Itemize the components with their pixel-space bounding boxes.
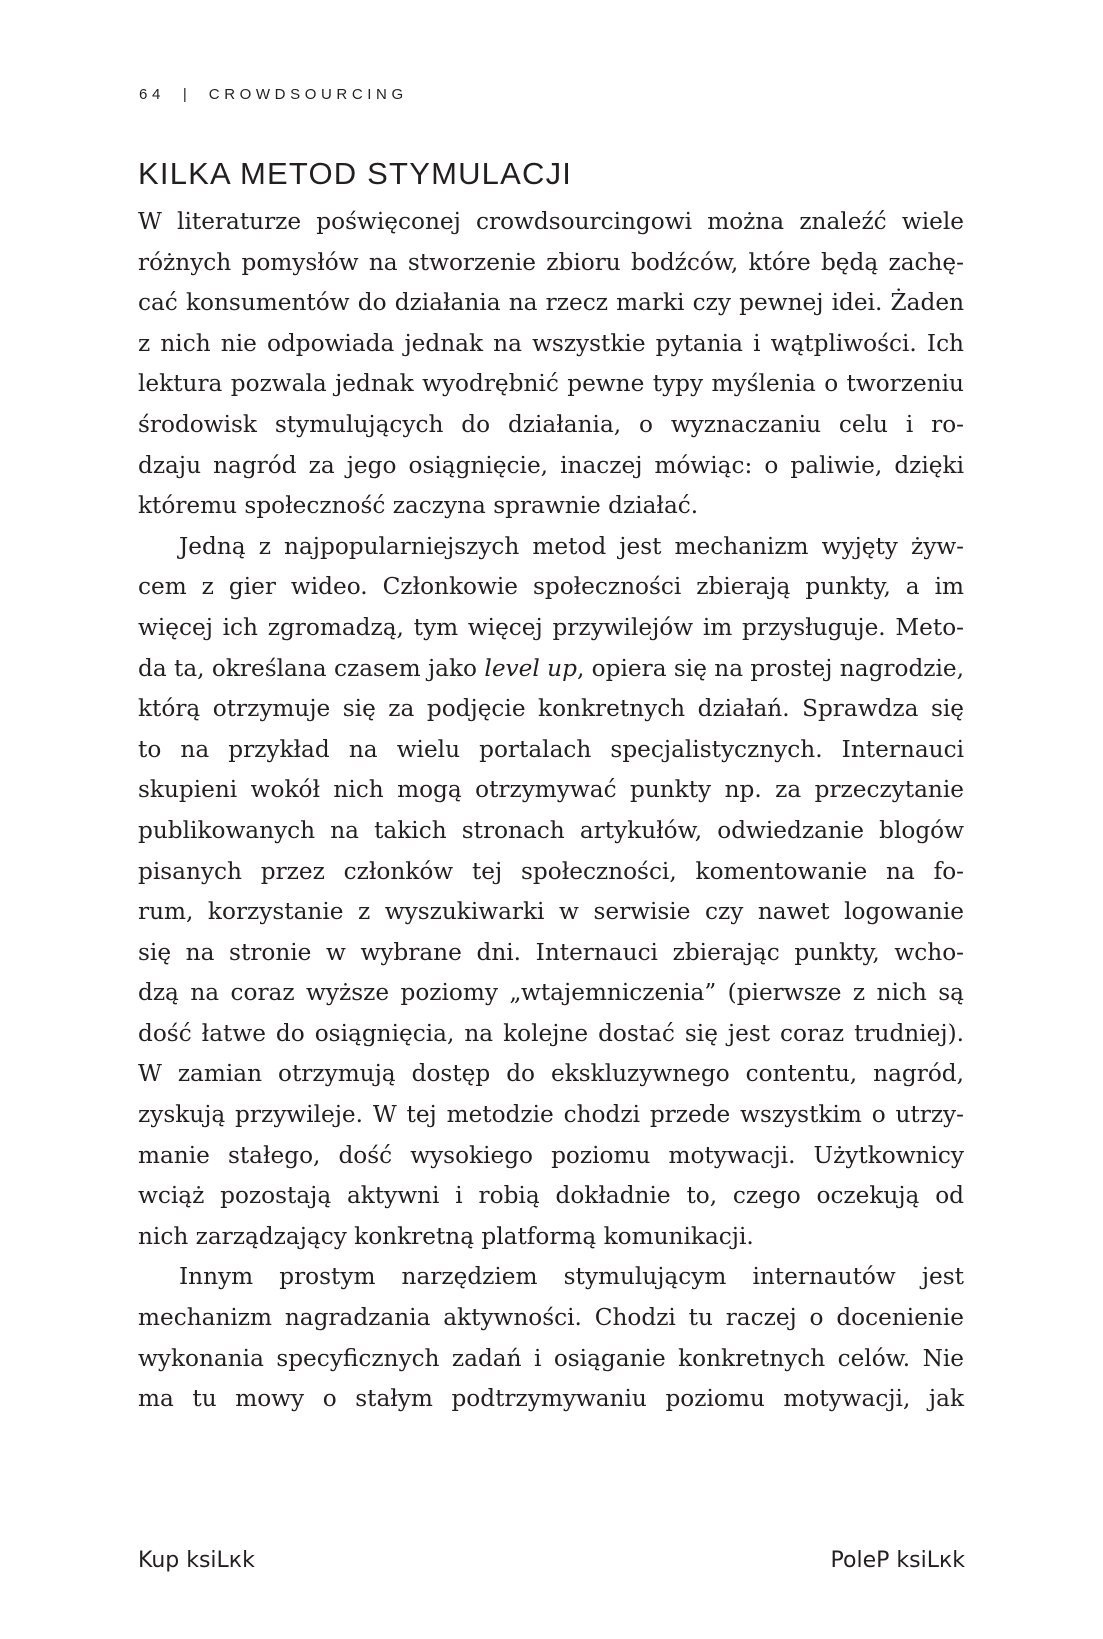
text-line: manie stałego, dość wysokiego poziomu motywacji. Użytkownicy	[138, 1141, 964, 1169]
italic-term: level up	[484, 654, 577, 682]
text-line: środowisk stymulujących do działania, o wyznaczaniu celu i ro-	[138, 410, 964, 438]
text-line: ma tu mowy o stałym podtrzymywaniu poziomu motywacji, jak	[138, 1385, 964, 1413]
text-line: skupieni wokół nich mogą otrzymywać punkty np. za przeczytanie	[138, 776, 964, 804]
paragraph-2	[138, 527, 964, 1258]
body-text	[138, 202, 964, 1420]
text-line: lektura pozwala jednak wyodrębnić pewne typy myślenia o tworzeniu	[138, 370, 964, 398]
text-run: , opiera się na prostej nagrodzie,	[576, 654, 965, 682]
header-separator: |	[182, 86, 187, 103]
text-line: różnych pomysłów na stworzenie zbioru bodźców, które będą zachę-	[138, 248, 964, 276]
text-line: którą otrzymuje się za podjęcie konkretnych działań. Sprawdza się	[138, 695, 964, 723]
text-line: się na stronie w wybrane dni. Internauci zbierając punkty, wcho-	[138, 938, 964, 966]
paragraph-1	[138, 202, 964, 527]
running-title: CROWDSOURCING	[208, 86, 408, 103]
text-line: dość łatwe do osiągnięcia, na kolejne dostać się jest coraz trudniej).	[138, 1019, 964, 1047]
text-line: publikowanych na takich stronach artykułów, odwiedzanie blogów	[138, 816, 964, 844]
running-head	[139, 86, 408, 103]
text-line: Jedną z najpopularniejszych metod jest mechanizm wyjęty żyw-	[179, 532, 964, 560]
page-number: 64	[139, 86, 165, 103]
text-line: cem z gier wideo. Członkowie społeczności zbierają punkty, a im	[138, 573, 964, 601]
text-line: dzaju nagród za jego osiągnięcie, inaczej mówiąc: o paliwie, dzięki	[138, 451, 964, 479]
footer-buy-book-link[interactable]: Kup ksiLкk	[138, 1548, 255, 1573]
text-line: zyskują przywileje. W tej metodzie chodzi przede wszystkim o utrzy-	[138, 1101, 964, 1129]
text-line: więcej ich zgromadzą, tym więcej przywilejów im przysługuje. Meto-	[138, 613, 964, 641]
text-line: nich zarządzający konkretną platformą komunikacji.	[138, 1222, 754, 1250]
text-line: to na przykład na wielu portalach specjalistycznych. Internauci	[138, 735, 964, 763]
text-line: wykonania specyficznych zadań i osiąganie konkretnych celów. Nie	[138, 1344, 964, 1372]
text-line: cać konsumentów do działania na rzecz marki czy pewnej idei. Żaden	[138, 289, 964, 317]
text-line: W literaturze poświęconej crowdsourcingowi można znaleźć wiele	[138, 208, 964, 235]
text-line: pisanych przez członków tej społeczności, komentowanie na fo-	[138, 857, 964, 885]
text-line: dzą na coraz wyższe poziomy „wtajemniczenia” (pierwsze z nich są	[138, 979, 964, 1007]
text-line: W zamian otrzymują dostęp do ekskluzywnego contentu, nagród,	[138, 1060, 964, 1088]
text-line-mixed	[138, 649, 964, 690]
section-title: KILKA METOD STYMULACJI	[138, 156, 573, 191]
text-line: mechanizm nagradzania aktywności. Chodzi tu raczej o docenienie	[138, 1304, 964, 1332]
text-line: któremu społeczność zaczyna sprawnie działać.	[138, 492, 699, 520]
footer-recommend-book-link[interactable]: PoleP ksiLкk	[830, 1548, 965, 1573]
text-line: Innym prostym narzędziem stymulującym internautów jest	[179, 1263, 964, 1291]
text-run: da ta, określana czasem jako	[138, 654, 478, 682]
paragraph-3	[138, 1257, 964, 1419]
text-line: wciąż pozostają aktywni i robią dokładnie to, czego oczekują od	[138, 1182, 964, 1210]
text-line: rum, korzystanie z wyszukiwarki w serwisie czy nawet logowanie	[138, 898, 964, 926]
text-line: z nich nie odpowiada jednak na wszystkie pytania i wątpliwości. Ich	[138, 329, 964, 357]
